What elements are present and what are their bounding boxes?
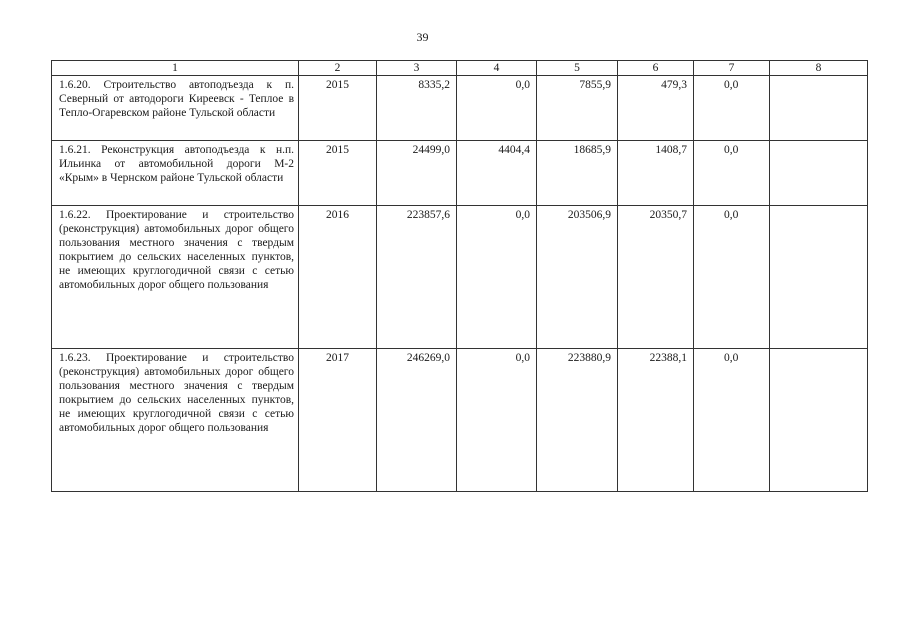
column-header-6: 6 <box>618 61 694 76</box>
column-header-2: 2 <box>299 61 377 76</box>
row-description: 1.6.20. Строительство автоподъезда к п. Северный от автодороги Киреевск - Теплое в Тепло-Огаревском районе Тульской области <box>52 76 299 141</box>
row-value-col8 <box>770 206 868 349</box>
row-value-col8 <box>770 76 868 141</box>
row-value-col3: 223857,6 <box>377 206 457 349</box>
row-value-col5: 7855,9 <box>537 76 618 141</box>
row-value-col4: 0,0 <box>457 206 537 349</box>
row-value-col7: 0,0 <box>694 349 770 492</box>
row-value-col6: 20350,7 <box>618 206 694 349</box>
row-description: 1.6.21. Реконструкция автоподъезда к н.п. Ильинка от автомобильной дороги М-2 «Крым» в Чернском районе Тульской области <box>52 141 299 206</box>
row-year: 2017 <box>299 349 377 492</box>
page-number: 39 <box>416 30 429 44</box>
row-description: 1.6.22. Проектирование и строительство (реконструкция) автомобильных дорог общего пользования местного значения с твердым покрытием до сельских населенных пунктов, не имеющих круглогодичной связи с сетью автомобильных дорог общего пользования <box>52 206 299 349</box>
row-value-col4: 4404,4 <box>457 141 537 206</box>
row-value-col4: 0,0 <box>457 76 537 141</box>
row-value-col3: 24499,0 <box>377 141 457 206</box>
row-value-col7: 0,0 <box>694 76 770 141</box>
table-row <box>52 349 868 492</box>
column-header-3: 3 <box>377 61 457 76</box>
column-header-5: 5 <box>537 61 618 76</box>
program-table <box>51 60 868 492</box>
row-year: 2015 <box>299 141 377 206</box>
row-value-col5: 18685,9 <box>537 141 618 206</box>
header-row <box>52 61 868 76</box>
row-value-col5: 203506,9 <box>537 206 618 349</box>
table-row <box>52 206 868 349</box>
row-year: 2015 <box>299 76 377 141</box>
row-value-col3: 246269,0 <box>377 349 457 492</box>
column-header-1: 1 <box>52 61 299 76</box>
row-year: 2016 <box>299 206 377 349</box>
row-value-col8 <box>770 349 868 492</box>
row-value-col8 <box>770 141 868 206</box>
column-header-7: 7 <box>694 61 770 76</box>
column-header-8: 8 <box>770 61 868 76</box>
row-value-col7: 0,0 <box>694 206 770 349</box>
table-row <box>52 76 868 141</box>
row-value-col3: 8335,2 <box>377 76 457 141</box>
table-row <box>52 141 868 206</box>
row-value-col6: 22388,1 <box>618 349 694 492</box>
row-value-col6: 479,3 <box>618 76 694 141</box>
column-header-4: 4 <box>457 61 537 76</box>
row-description: 1.6.23. Проектирование и строительство (реконструкция) автомобильных дорог общего пользования местного значения с твердым покрытием до сельских населенных пунктов, не имеющих круглогодичной связи с сетью автомобильных дорог общего пользования <box>52 349 299 492</box>
row-value-col6: 1408,7 <box>618 141 694 206</box>
row-value-col7: 0,0 <box>694 141 770 206</box>
row-value-col5: 223880,9 <box>537 349 618 492</box>
row-value-col4: 0,0 <box>457 349 537 492</box>
